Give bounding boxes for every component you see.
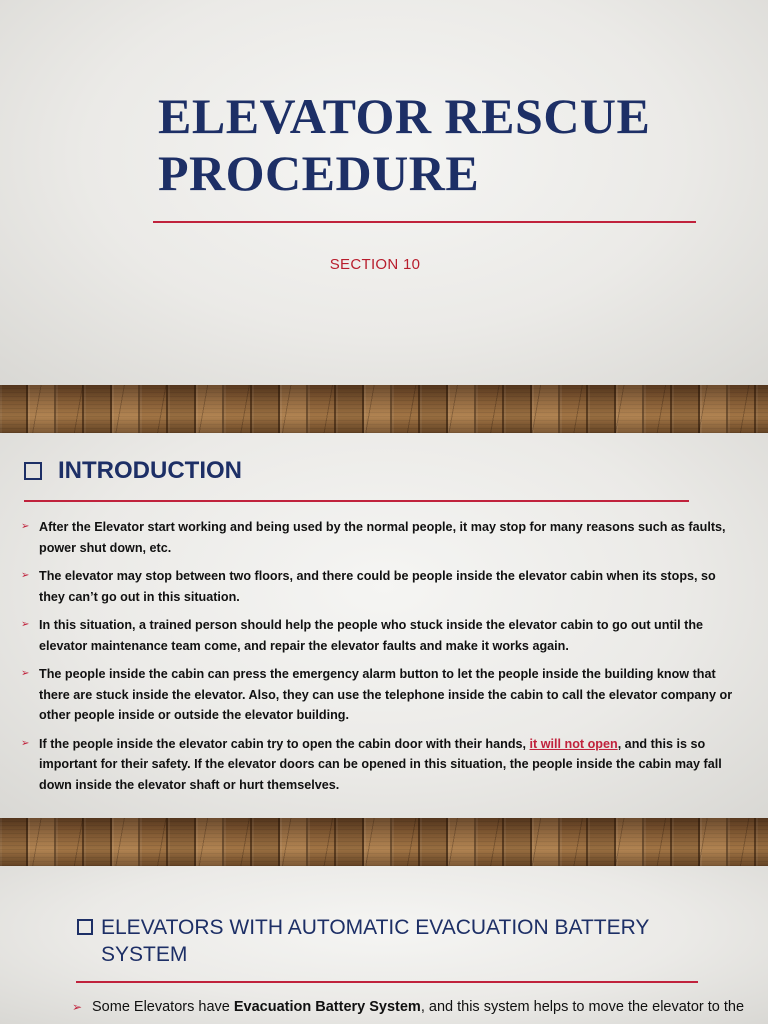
battery-system-slide bbox=[0, 866, 768, 1024]
introduction-heading bbox=[24, 457, 242, 485]
wood-floor-divider bbox=[0, 385, 768, 433]
section-subtitle: SECTION 10 bbox=[329, 256, 421, 273]
highlight-warning-text: it will not open bbox=[529, 736, 618, 751]
title-line-1: ELEVATOR RESCUE bbox=[158, 88, 651, 144]
evacuation-battery-system-term: Evacuation Battery System bbox=[233, 999, 421, 1015]
presentation-title bbox=[158, 88, 718, 202]
introduction-divider bbox=[24, 500, 689, 502]
battery-system-divider bbox=[76, 981, 698, 983]
introduction-slide bbox=[0, 433, 768, 818]
arrow-bullet-icon: ➢ bbox=[21, 619, 30, 630]
list-item: ➢ If the people inside the elevator cabin try to open the cabin door with their hands, it will not open, and this is so important for their safety. If the elevator doors can be opened in this situation, the people inside the cabin may fall down inside the elevator shaft or hurt themselves. bbox=[21, 734, 736, 796]
introduction-bullet-list bbox=[21, 517, 736, 803]
arrow-bullet-icon: ➢ bbox=[21, 668, 30, 679]
list-item: ➢ Some Elevators have Evacuation Battery System, and this system helps to move the elevator to the bbox=[72, 997, 762, 1018]
introduction-heading-text: INTRODUCTION bbox=[58, 457, 242, 484]
list-item: ➢ The people inside the cabin can press the emergency alarm button to let the people inside the building know that there are stuck inside the elevator. Also, they can use the telephone inside the cabin to call the elevator company or other people inside or outside the elevator building. bbox=[21, 664, 736, 726]
list-item: ➢ In this situation, a trained person should help the people who stuck inside the elevator cabin to go out until the elevator maintenance team come, and repair the elevator faults and make it works again. bbox=[21, 615, 736, 656]
wood-floor-divider bbox=[0, 818, 768, 866]
battery-system-heading-text: ELEVATORS WITH AUTOMATIC EVACUATION BATTERY SYSTEM bbox=[101, 916, 650, 966]
list-item: ➢ After the Elevator start working and being used by the normal people, it may stop for many reasons such as faults, power shut down, etc. bbox=[21, 517, 736, 558]
title-divider bbox=[153, 221, 696, 223]
checkbox-icon bbox=[77, 919, 93, 935]
battery-system-bullet-list bbox=[72, 997, 762, 1024]
title-line-2: PROCEDURE bbox=[158, 145, 480, 201]
arrow-bullet-icon: ➢ bbox=[72, 1000, 83, 1014]
arrow-bullet-icon: ➢ bbox=[21, 737, 30, 749]
title-slide bbox=[0, 0, 768, 385]
checkbox-icon bbox=[24, 462, 42, 480]
arrow-bullet-icon: ➢ bbox=[21, 521, 30, 532]
battery-system-heading bbox=[77, 914, 697, 968]
list-item: ➢ The elevator may stop between two floors, and there could be people inside the elevator cabin when its stops, so they can’t go out in this situation. bbox=[21, 566, 736, 607]
arrow-bullet-icon: ➢ bbox=[21, 570, 30, 581]
